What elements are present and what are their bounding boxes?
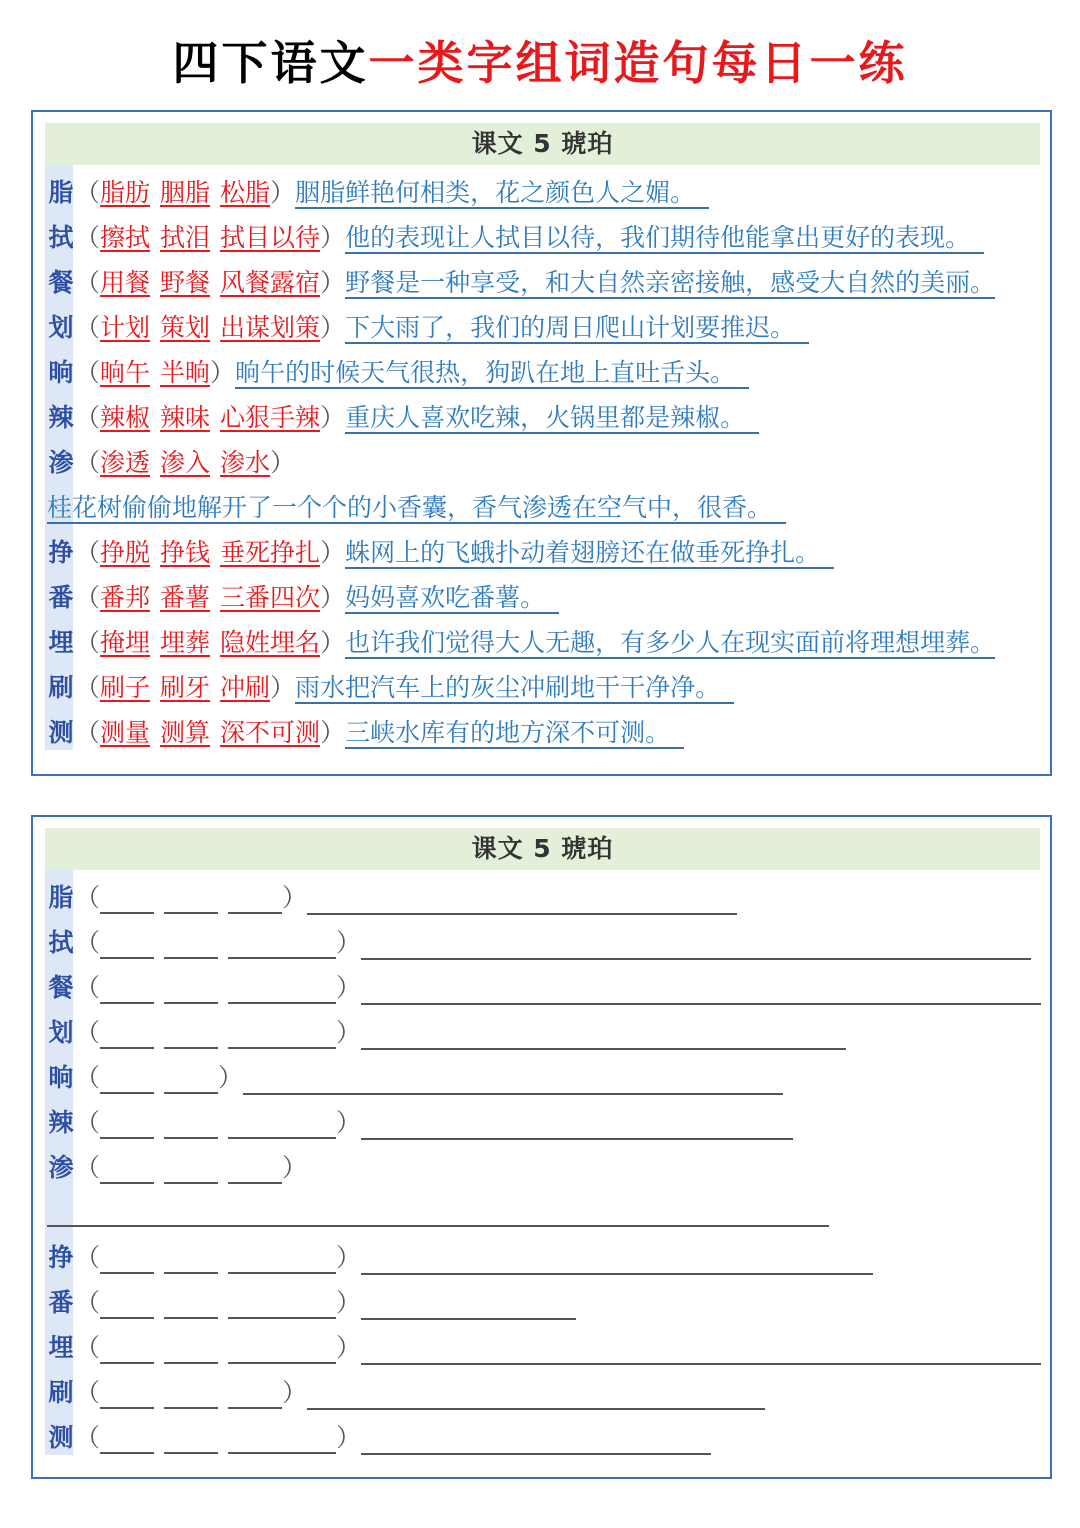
word: 策划 xyxy=(160,313,211,342)
open-paren: （ xyxy=(75,583,101,612)
close-paren: ） xyxy=(320,223,346,252)
sentence-blank[interactable] xyxy=(361,1425,711,1455)
answer-row xyxy=(47,397,759,439)
answer-row xyxy=(47,532,834,574)
word: 计划 xyxy=(100,313,151,342)
word-blank[interactable] xyxy=(100,1336,154,1364)
close-paren: ） xyxy=(282,883,308,912)
close-paren: ） xyxy=(320,718,346,747)
character: 埋 xyxy=(48,1333,74,1362)
word-blank[interactable] xyxy=(164,976,218,1004)
answer-panel xyxy=(31,110,1052,776)
word-blank[interactable] xyxy=(164,1381,218,1409)
sentence: 妈妈喜欢吃番薯。 xyxy=(345,584,559,614)
practice-row xyxy=(47,1147,307,1189)
sentence-blank[interactable] xyxy=(243,1065,783,1095)
character: 餐 xyxy=(48,973,74,1002)
open-paren: （ xyxy=(75,1423,101,1452)
answer-row xyxy=(47,262,995,304)
word-blank[interactable] xyxy=(100,886,154,914)
practice-row xyxy=(47,1057,783,1099)
character: 脂 xyxy=(48,883,74,912)
word: 出谋划策 xyxy=(220,313,321,342)
word: 掩埋 xyxy=(100,628,151,657)
close-paren: ） xyxy=(336,1243,362,1272)
word: 刷牙 xyxy=(160,673,211,702)
word-blank[interactable] xyxy=(164,1336,218,1364)
open-paren: （ xyxy=(75,538,101,567)
word-blank[interactable] xyxy=(228,931,336,959)
word: 隐姓埋名 xyxy=(220,628,321,657)
page-title xyxy=(0,28,1080,98)
character: 辣 xyxy=(48,1108,74,1137)
lesson-header: 课文 5 琥珀 xyxy=(45,828,1040,870)
character: 刷 xyxy=(48,1378,74,1407)
word-blank[interactable] xyxy=(100,1426,154,1454)
word-blank[interactable] xyxy=(100,1381,154,1409)
close-paren: ） xyxy=(320,583,346,612)
word: 野餐 xyxy=(160,268,211,297)
close-paren: ） xyxy=(282,1378,308,1407)
close-paren: ） xyxy=(336,928,362,957)
close-paren: ） xyxy=(320,403,346,432)
word-blank[interactable] xyxy=(164,1021,218,1049)
answer-row-continued xyxy=(47,487,786,529)
word-blank[interactable] xyxy=(228,886,282,914)
open-paren: （ xyxy=(75,718,101,747)
answer-row xyxy=(47,622,995,664)
word: 拭目以待 xyxy=(220,223,321,252)
practice-row xyxy=(47,967,1041,1009)
character: 测 xyxy=(48,1423,74,1452)
character: 测 xyxy=(48,718,74,747)
answer-row xyxy=(47,172,709,214)
sentence: 胭脂鲜艳何相类，花之颜色人之媚。 xyxy=(295,179,709,209)
word: 半晌 xyxy=(160,358,211,387)
answer-row xyxy=(47,352,749,394)
character: 拭 xyxy=(48,223,74,252)
character: 划 xyxy=(48,313,74,342)
word: 番邦 xyxy=(100,583,151,612)
close-paren: ） xyxy=(320,538,346,567)
open-paren: （ xyxy=(75,178,101,207)
word: 埋葬 xyxy=(160,628,211,657)
open-paren: （ xyxy=(75,268,101,297)
sentence-blank[interactable] xyxy=(361,1110,793,1140)
word: 三番四次 xyxy=(220,583,321,612)
character: 渗 xyxy=(48,1153,74,1182)
practice-row xyxy=(47,877,737,919)
word-blank[interactable] xyxy=(228,1246,336,1274)
word-blank[interactable] xyxy=(164,1246,218,1274)
practice-row xyxy=(47,1102,793,1144)
sentence-blank[interactable] xyxy=(307,885,737,915)
word: 松脂 xyxy=(220,178,271,207)
open-paren: （ xyxy=(75,1153,101,1182)
close-paren: ） xyxy=(336,1108,362,1137)
word: 渗水 xyxy=(220,448,271,477)
sentence: 蛛网上的飞蛾扑动着翅膀还在做垂死挣扎。 xyxy=(345,539,834,569)
practice-row xyxy=(47,922,1031,964)
word-blank[interactable] xyxy=(228,1381,282,1409)
practice-row xyxy=(47,1282,576,1324)
word: 风餐露宿 xyxy=(220,268,321,297)
close-paren: ） xyxy=(336,1423,362,1452)
sentence-blank[interactable] xyxy=(361,1245,873,1275)
sentence-blank[interactable] xyxy=(361,975,1041,1005)
sentence-blank[interactable] xyxy=(361,1290,576,1320)
word-blank[interactable] xyxy=(228,1336,336,1364)
close-paren: ） xyxy=(210,358,236,387)
word: 胭脂 xyxy=(160,178,211,207)
open-paren: （ xyxy=(75,403,101,432)
sentence: 桂花树偷偷地解开了一个个的小香囊，香气渗透在空气中，很香。 xyxy=(47,494,786,524)
character: 挣 xyxy=(48,1243,74,1272)
character: 拭 xyxy=(48,928,74,957)
word-blank[interactable] xyxy=(228,1291,336,1319)
close-paren: ） xyxy=(320,628,346,657)
character: 餐 xyxy=(48,268,74,297)
open-paren: （ xyxy=(75,628,101,657)
open-paren: （ xyxy=(75,1378,101,1407)
open-paren: （ xyxy=(75,928,101,957)
answer-row xyxy=(47,217,984,259)
word: 冲刷 xyxy=(220,673,271,702)
word: 测量 xyxy=(100,718,151,747)
close-paren: ） xyxy=(320,313,346,342)
word: 垂死挣扎 xyxy=(220,538,321,567)
practice-row xyxy=(47,1327,1041,1369)
close-paren: ） xyxy=(270,673,296,702)
word-blank[interactable] xyxy=(164,886,218,914)
word: 拭泪 xyxy=(160,223,211,252)
answer-row xyxy=(47,667,734,709)
sentence: 他的表现让人拭目以待，我们期待他能拿出更好的表现。 xyxy=(345,224,984,254)
practice-row xyxy=(47,1372,765,1414)
sentence-blank-line[interactable] xyxy=(47,1225,829,1227)
open-paren: （ xyxy=(75,448,101,477)
word-blank[interactable] xyxy=(164,1156,218,1184)
word: 测算 xyxy=(160,718,211,747)
open-paren: （ xyxy=(75,1333,101,1362)
open-paren: （ xyxy=(75,358,101,387)
open-paren: （ xyxy=(75,1018,101,1047)
close-paren: ） xyxy=(320,268,346,297)
word: 渗入 xyxy=(160,448,211,477)
word-blank[interactable] xyxy=(100,1021,154,1049)
answer-row xyxy=(47,712,684,754)
word-blank[interactable] xyxy=(228,1156,282,1184)
close-paren: ） xyxy=(336,1018,362,1047)
word: 挣钱 xyxy=(160,538,211,567)
sentence-blank[interactable] xyxy=(361,1335,1041,1365)
practice-row xyxy=(47,1237,873,1279)
sentence: 晌午的时候天气很热，狗趴在地上直吐舌头。 xyxy=(235,359,749,389)
sentence: 重庆人喜欢吃辣，火锅里都是辣椒。 xyxy=(345,404,759,434)
word: 辣味 xyxy=(160,403,211,432)
close-paren: ） xyxy=(336,973,362,1002)
word-blank[interactable] xyxy=(100,1066,154,1094)
open-paren: （ xyxy=(75,223,101,252)
close-paren: ） xyxy=(270,178,296,207)
close-paren: ） xyxy=(270,448,296,477)
word: 擦拭 xyxy=(100,223,151,252)
word-blank[interactable] xyxy=(100,931,154,959)
word-blank[interactable] xyxy=(100,1291,154,1319)
word: 番薯 xyxy=(160,583,211,612)
character: 埋 xyxy=(48,628,74,657)
practice-panel xyxy=(31,815,1052,1479)
word-blank[interactable] xyxy=(164,931,218,959)
word-blank[interactable] xyxy=(100,976,154,1004)
answer-row xyxy=(47,307,809,349)
title-part-black: 四下语文 xyxy=(172,36,369,90)
word-blank[interactable] xyxy=(164,1291,218,1319)
word: 刷子 xyxy=(100,673,151,702)
word: 用餐 xyxy=(100,268,151,297)
sentence-blank[interactable] xyxy=(361,1020,846,1050)
open-paren: （ xyxy=(75,673,101,702)
sentence: 下大雨了，我们的周日爬山计划要推迟。 xyxy=(345,314,809,344)
word-blank[interactable] xyxy=(228,1021,336,1049)
character: 晌 xyxy=(48,358,74,387)
word-blank[interactable] xyxy=(164,1111,218,1139)
character: 辣 xyxy=(48,403,74,432)
open-paren: （ xyxy=(75,883,101,912)
character: 晌 xyxy=(48,1063,74,1092)
character: 划 xyxy=(48,1018,74,1047)
word-blank[interactable] xyxy=(164,1426,218,1454)
sentence: 也许我们觉得大人无趣，有多少人在现实面前将理想埋葬。 xyxy=(345,628,996,657)
close-paren: ） xyxy=(282,1153,308,1182)
character: 刷 xyxy=(48,673,74,702)
character: 渗 xyxy=(48,448,74,477)
word: 深不可测 xyxy=(220,718,321,747)
word-blank[interactable] xyxy=(100,1246,154,1274)
character: 番 xyxy=(48,583,74,612)
sentence: 野餐是一种享受，和大自然亲密接触，感受大自然的美丽。 xyxy=(345,268,996,297)
word-blank[interactable] xyxy=(228,976,336,1004)
open-paren: （ xyxy=(75,1243,101,1272)
character: 番 xyxy=(48,1288,74,1317)
word-blank[interactable] xyxy=(164,1066,218,1094)
word: 心狠手辣 xyxy=(220,403,321,432)
practice-row xyxy=(47,1417,711,1459)
word-blank[interactable] xyxy=(100,1111,154,1139)
close-paren: ） xyxy=(336,1333,362,1362)
word: 脂肪 xyxy=(100,178,151,207)
word-blank[interactable] xyxy=(100,1156,154,1184)
sentence-blank[interactable] xyxy=(361,930,1031,960)
answer-row xyxy=(47,577,559,619)
open-paren: （ xyxy=(75,1108,101,1137)
character: 脂 xyxy=(48,178,74,207)
lesson-header: 课文 5 琥珀 xyxy=(45,123,1040,165)
practice-row xyxy=(47,1012,846,1054)
word-blank[interactable] xyxy=(228,1426,336,1454)
open-paren: （ xyxy=(75,1288,101,1317)
close-paren: ） xyxy=(218,1063,244,1092)
close-paren: ） xyxy=(336,1288,362,1317)
word: 挣脱 xyxy=(100,538,151,567)
title-part-red: 一类字组词造句每日一练 xyxy=(368,36,908,90)
open-paren: （ xyxy=(75,1063,101,1092)
word: 渗透 xyxy=(100,448,151,477)
answer-row xyxy=(47,442,295,484)
open-paren: （ xyxy=(75,313,101,342)
character: 挣 xyxy=(48,538,74,567)
word: 辣椒 xyxy=(100,403,151,432)
word: 晌午 xyxy=(100,358,151,387)
sentence: 雨水把汽车上的灰尘冲刷地干干净净。 xyxy=(295,674,734,704)
sentence: 三峡水库有的地方深不可测。 xyxy=(345,719,684,749)
sentence-blank[interactable] xyxy=(307,1380,765,1410)
word-blank[interactable] xyxy=(228,1111,336,1139)
open-paren: （ xyxy=(75,973,101,1002)
